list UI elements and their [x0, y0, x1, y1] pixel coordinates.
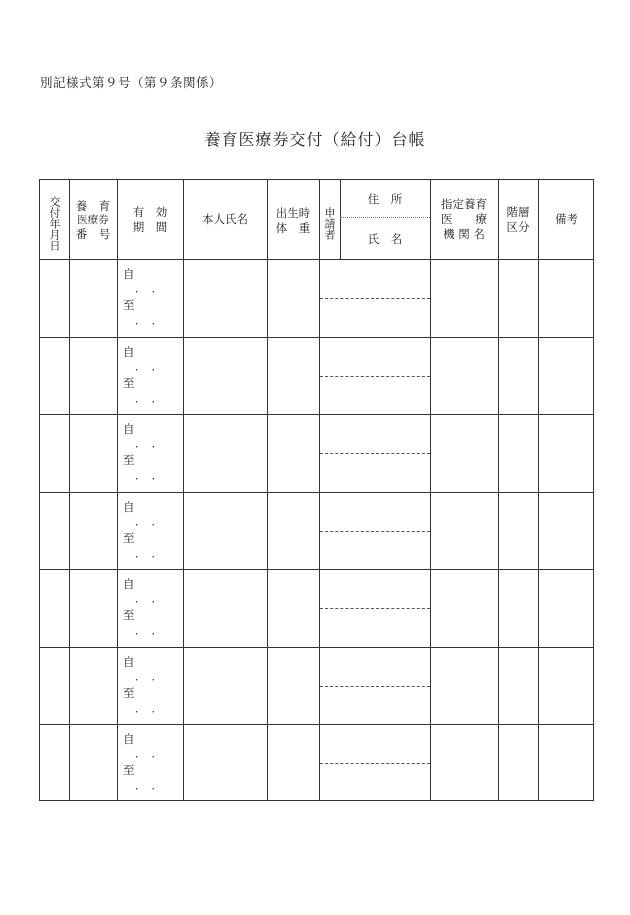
applicant-split-line	[320, 298, 430, 299]
validity-to-date: ． ．	[135, 391, 163, 405]
validity-from-label: 自	[123, 344, 135, 359]
header-validity	[117, 205, 183, 235]
validity-from-label: 自	[123, 732, 135, 746]
validity-to-label: 至	[123, 530, 135, 545]
header-issue-date: 交付年月日	[48, 195, 61, 251]
applicant-split-line	[320, 453, 430, 454]
validity-to-date: ． ．	[135, 701, 163, 715]
header-tier	[498, 205, 538, 235]
validity-from-label: 自	[123, 654, 135, 669]
validity-to-label: 至	[123, 608, 135, 622]
validity-from-label: 自	[123, 422, 135, 436]
validity-from-date: ． ．	[135, 592, 163, 605]
validity-to-date: ． ．	[135, 779, 163, 792]
header-institution-line1: 指定養育	[441, 197, 487, 211]
validity-from-date: ． ．	[135, 359, 163, 373]
row-divider	[40, 724, 593, 725]
header-ticket-line1: 養 育	[75, 199, 111, 213]
row-divider	[40, 259, 593, 260]
row-divider	[40, 647, 593, 648]
validity-from-label: 自	[123, 267, 135, 281]
header-institution-line2: 医 療	[441, 212, 487, 226]
applicant-split-line	[320, 763, 430, 764]
validity-from-date: ． ．	[135, 747, 163, 760]
validity-to-label: 至	[123, 763, 135, 777]
header-tier-line1: 階層	[506, 205, 530, 219]
row-divider	[40, 569, 593, 570]
validity-from-label: 自	[123, 499, 135, 514]
header-institution	[430, 197, 498, 242]
row-divider	[40, 414, 593, 415]
header-birth-weight	[267, 206, 319, 236]
header-validity-line1: 有 効	[132, 205, 168, 219]
validity-to-label: 至	[123, 375, 135, 390]
header-address: 住 所	[367, 192, 403, 206]
validity-to-date: ． ．	[135, 546, 163, 560]
validity-to-label: 至	[123, 453, 135, 467]
validity-to-label: 至	[123, 298, 135, 312]
ledger-table	[39, 179, 594, 801]
header-name: 本人氏名	[202, 212, 248, 226]
header-ticket-line2: 医療券	[77, 214, 109, 226]
header-birth-line1: 出生時	[275, 206, 311, 220]
header-remarks: 備考	[555, 212, 578, 226]
validity-to-date: ． ．	[135, 469, 163, 482]
header-applicant-name: 氏 名	[367, 232, 403, 246]
applicant-split-line	[320, 376, 430, 377]
validity-to-date: ． ．	[135, 624, 163, 637]
row-divider	[40, 337, 593, 338]
row-divider	[40, 492, 593, 493]
applicant-split-line	[320, 531, 430, 532]
header-ticket-number	[69, 199, 117, 241]
validity-from-date: ． ．	[135, 514, 163, 528]
validity-from-date: ． ．	[135, 437, 163, 450]
validity-from-date: ． ．	[135, 282, 163, 295]
form-number: 別記様式第９号（第９条関係）	[40, 75, 223, 90]
validity-from-label: 自	[123, 577, 135, 591]
header-ticket-line3: 番 号	[75, 227, 111, 241]
header-institution-line3: 機 関 名	[443, 227, 485, 241]
applicant-split-line	[320, 686, 430, 687]
header-birth-line2: 体 重	[275, 221, 311, 235]
validity-from-date: ． ．	[135, 669, 163, 683]
header-tier-line2: 区分	[506, 220, 530, 234]
validity-to-date: ． ．	[135, 314, 163, 327]
applicant-split-line	[320, 608, 430, 609]
header-applicant: 申請者	[323, 207, 336, 240]
page-title: 養育医療券交付（給付）台帳	[204, 130, 426, 149]
validity-to-label: 至	[123, 685, 135, 700]
header-validity-line2: 期 間	[132, 220, 168, 234]
